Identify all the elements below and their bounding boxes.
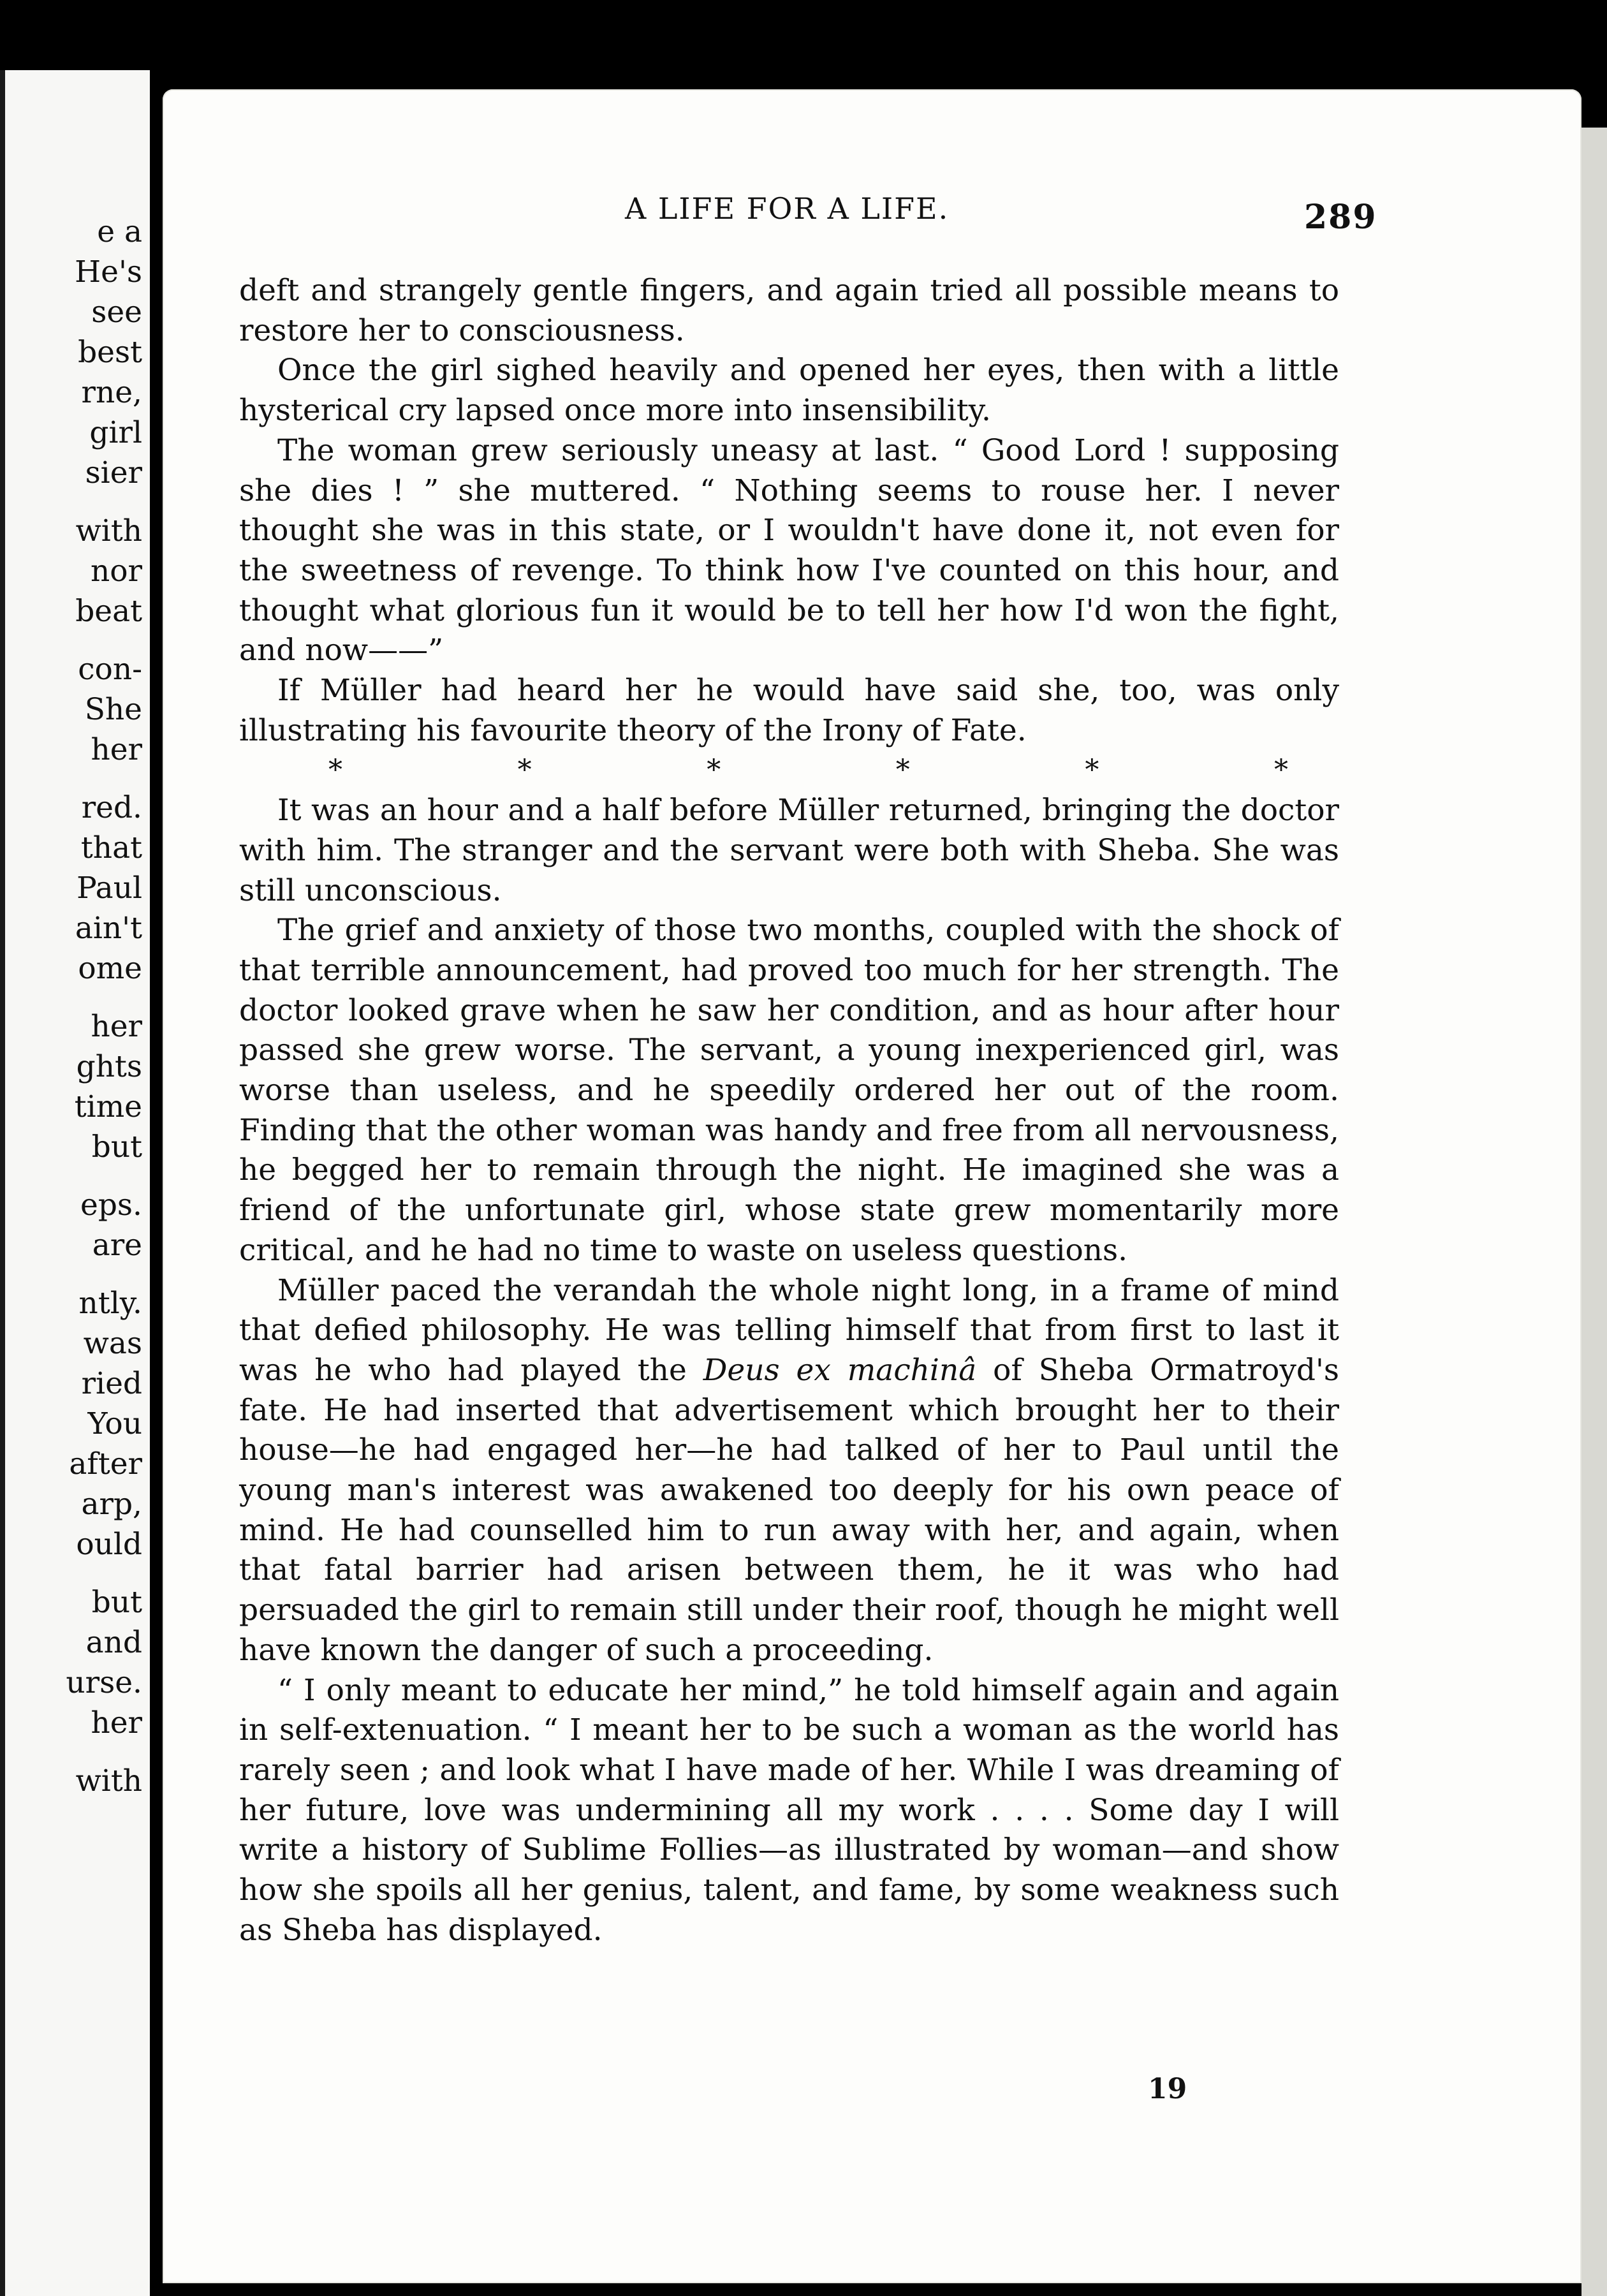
running-title: A LIFE FOR A LIFE. bbox=[625, 191, 950, 226]
left-page-fragment: nor bbox=[90, 554, 142, 589]
left-page-edge bbox=[0, 70, 150, 2296]
left-page-fragment: e a bbox=[97, 214, 142, 249]
left-page-fragment: her bbox=[91, 1009, 142, 1044]
left-page-fragment: best bbox=[78, 335, 142, 370]
left-page-fragment: see bbox=[91, 295, 142, 330]
left-page-fragment: ntly. bbox=[78, 1286, 142, 1321]
left-page-fragment: sier bbox=[85, 455, 142, 490]
left-page-fragment: but bbox=[91, 1585, 142, 1620]
left-page-fragment: time bbox=[74, 1089, 142, 1124]
section-separator bbox=[239, 751, 1339, 791]
left-page-fragment: You bbox=[87, 1406, 142, 1441]
left-page-fragment: with bbox=[75, 513, 142, 548]
left-page-fragment: ghts bbox=[76, 1049, 142, 1084]
left-page-fragment: after bbox=[69, 1446, 142, 1482]
text-run: Müller paced the verandah the whole night long, in a frame of mind that defied philosophy. He was telling himself that from first to last it was he who had played the bbox=[239, 1272, 1339, 1388]
asterisk: * bbox=[1273, 754, 1288, 787]
asterisk: * bbox=[895, 754, 910, 787]
page bbox=[163, 89, 1581, 2283]
paragraph: Once the girl sighed heavily and opened her eyes, then with a little hysterical cry lapsed once more into insensibility. bbox=[239, 353, 1339, 429]
left-page-fragment: with bbox=[75, 1763, 142, 1799]
paragraph: The grief and anxiety of those two months, coupled with the shock of that terrible announcement, had proved too much for her strength. The doctor looked grave when he saw her condition, and as hour after hour passed she grew worse. The servant, a young inexperienced girl, was worse than useless, and he speedily ordered her out of the room. Finding that the other woman was handy and free from all nervousness, he begged her to remain through the night. He imagined she was a friend of the unfortunate girl, whose state grew momentarily more critical, and he had no time to waste on useless questions. bbox=[239, 913, 1339, 1268]
left-page-fragment: are bbox=[92, 1228, 142, 1263]
left-page-fragment: She bbox=[84, 692, 142, 727]
left-page-fragment: her bbox=[91, 732, 142, 767]
left-page-fragment: Paul bbox=[77, 871, 142, 906]
paragraph: deft and strangely gentle fingers, and again tried all possible means to restore her to consciousness. bbox=[239, 273, 1339, 348]
left-page-fragment: girl bbox=[89, 415, 142, 450]
asterisk: * bbox=[707, 754, 721, 787]
left-page-fragment: arp, bbox=[81, 1487, 142, 1522]
asterisk: * bbox=[328, 754, 342, 787]
paragraph: If Müller had heard her he would have said she, too, was only illustrating his favourite theory of the Irony of Fate. bbox=[239, 673, 1339, 748]
left-page-fragment: red. bbox=[81, 790, 142, 825]
right-page-edge bbox=[1581, 128, 1607, 2296]
left-page-fragment: was bbox=[83, 1326, 142, 1361]
left-page-fragment: ould bbox=[76, 1527, 142, 1562]
left-page-fragment: urse. bbox=[66, 1665, 142, 1700]
italic-phrase: Deus ex machinâ bbox=[703, 1352, 977, 1388]
left-page-fragment: that bbox=[80, 830, 142, 865]
left-page-fragment: ome bbox=[78, 951, 142, 986]
left-page-fragment: He's bbox=[75, 254, 142, 290]
asterisk: * bbox=[517, 754, 532, 787]
paragraph-deus bbox=[239, 1271, 1339, 1671]
gutter bbox=[0, 70, 5, 2296]
left-page-fragment: eps. bbox=[80, 1188, 142, 1223]
paragraph: The woman grew seriously uneasy at last. “ Good Lord ! supposing she dies ! ” she muttered. “ Nothing seems to rouse her. I never thought she was in this state, or I wouldn't have done it, not even for the sweetness of revenge. To think how I've counted on this hour, and thought what glorious fun it would be to tell her how I'd won the fight, and now——” bbox=[239, 432, 1339, 668]
page-number: 289 bbox=[1304, 198, 1377, 237]
left-page-fragment: but bbox=[91, 1130, 142, 1165]
text-run: of Sheba Ormatroyd's fate. He had inserted that advertisement which brought her to their house—he had engaged her—he had talked of her to Paul until the young man's interest was awakened too deeply for his own peace of mind. He had counselled him to run away with her, and again, when that fatal barrier had arisen between them, he it was who had persuaded the girl to remain still under their roof, though he might well have known the danger of such a proceeding. bbox=[239, 1352, 1339, 1668]
body-text bbox=[239, 271, 1339, 1951]
left-page-fragment: ain't bbox=[75, 911, 142, 946]
left-page-fragment: con- bbox=[78, 652, 142, 687]
left-page-fragment: ried bbox=[81, 1366, 142, 1401]
asterisk: * bbox=[1085, 754, 1099, 787]
paragraph: “ I only meant to educate her mind,” he told himself again and again in self-extenuation. “ I meant her to be such a woman as the world has rarely seen ; and look what I have made of her. While I was dreaming of her future, love was undermining all my work . . . . Some day I will write a history of Sublime Follies—as illustrated by woman—and show how she spoils all her genius, talent, and fame, by some weakness such as Sheba has displayed. bbox=[239, 1672, 1339, 1948]
signature-mark: 19 bbox=[1148, 2073, 1187, 2105]
left-page-fragment: and bbox=[85, 1625, 142, 1660]
paragraph: It was an hour and a half before Müller returned, bringing the doctor with him. The stranger and the servant were both with Sheba. She was still unconscious. bbox=[239, 793, 1339, 908]
left-page-fragment: rne, bbox=[81, 375, 142, 410]
left-page-fragment: her bbox=[91, 1705, 142, 1740]
left-page-fragment: beat bbox=[75, 594, 142, 629]
